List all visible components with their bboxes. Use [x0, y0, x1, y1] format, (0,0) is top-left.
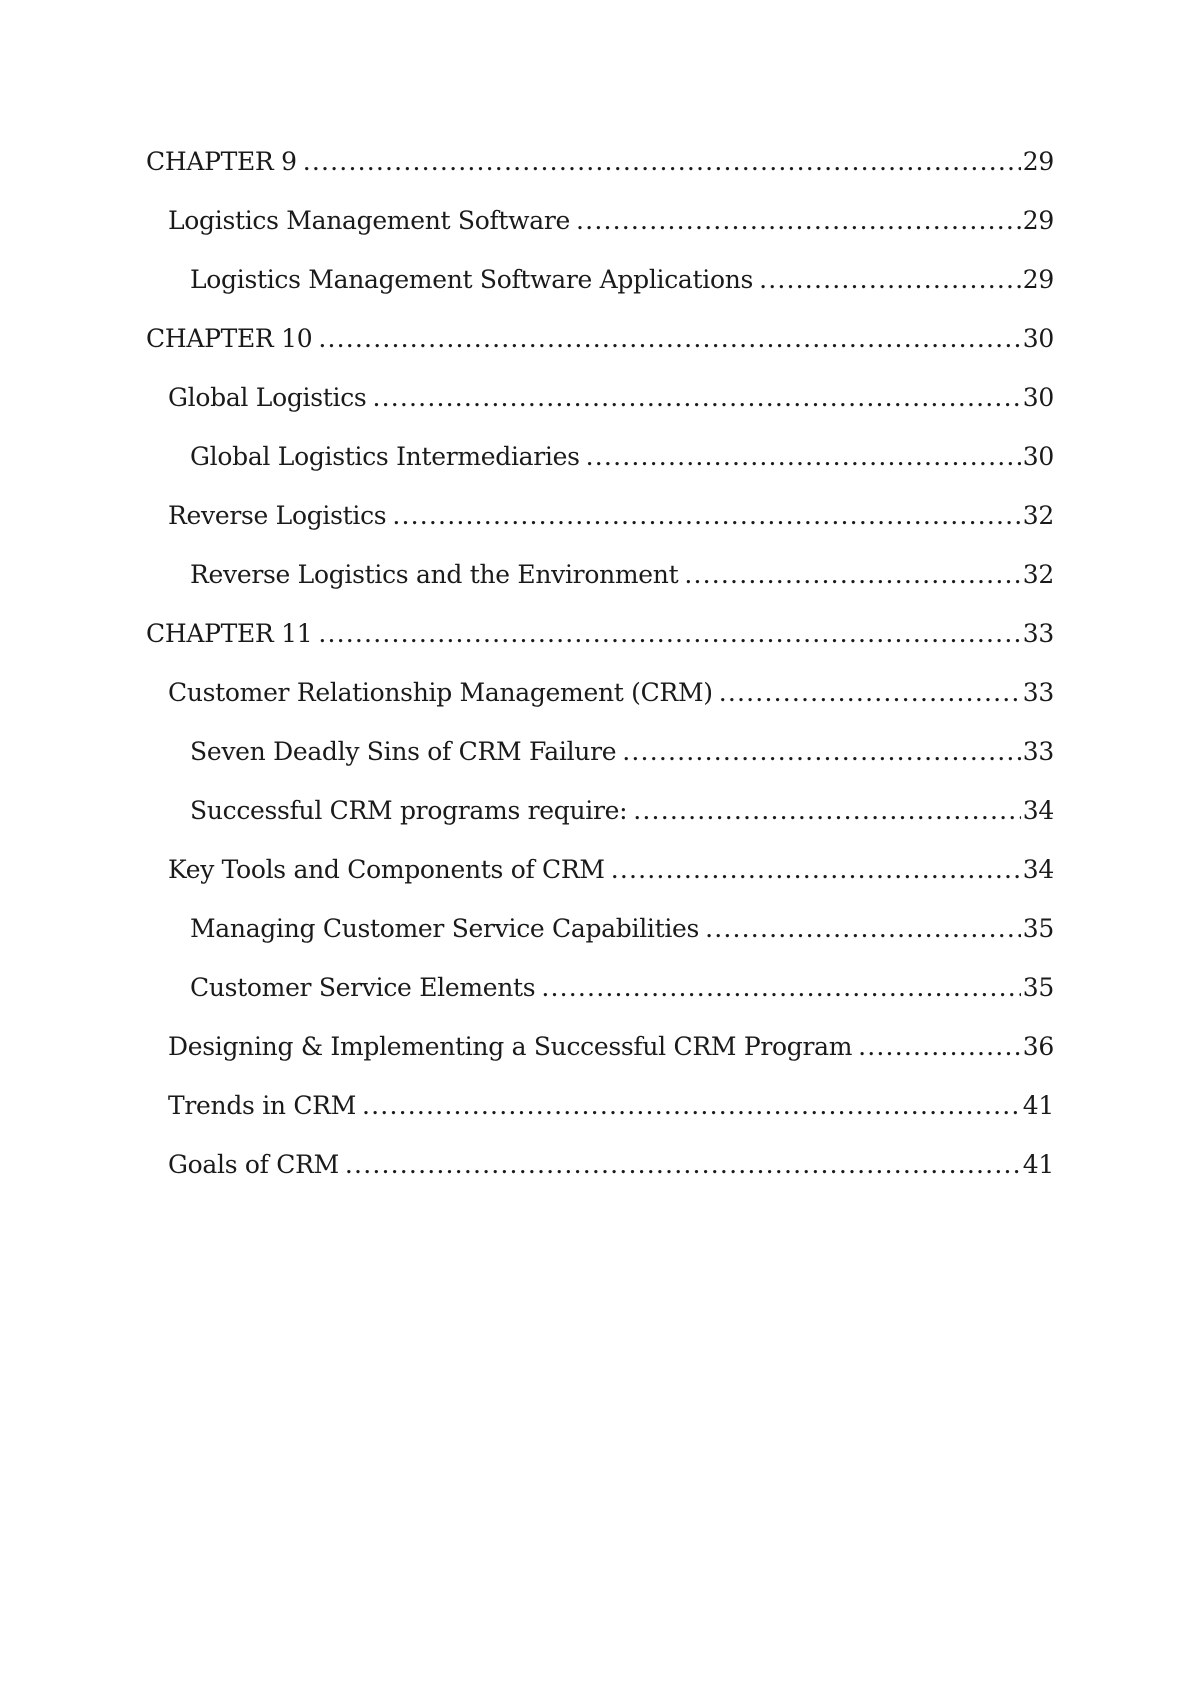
toc-entry-page-number: 35 [1022, 914, 1054, 943]
toc-entry-label: Global Logistics Intermediaries [190, 442, 580, 471]
toc-entry[interactable] [146, 494, 1054, 553]
toc-entry-label: CHAPTER 11 [146, 619, 313, 648]
toc-entry[interactable] [146, 553, 1054, 612]
toc-dot-leader [719, 671, 1021, 715]
toc-entry-page-number: 30 [1022, 324, 1054, 353]
toc-entry-page-number: 29 [1022, 206, 1054, 235]
toc-entry-page-number: 30 [1022, 442, 1054, 471]
toc-entry[interactable] [146, 317, 1054, 376]
toc-dot-leader [303, 140, 1021, 184]
toc-entry-page-number: 41 [1022, 1091, 1054, 1120]
toc-entry-page-number: 35 [1022, 973, 1054, 1002]
toc-dot-leader [362, 1084, 1021, 1128]
toc-entry-page-number: 36 [1022, 1032, 1054, 1061]
toc-dot-leader [586, 435, 1021, 479]
toc-dot-leader [541, 966, 1020, 1010]
toc-dot-leader [576, 199, 1021, 243]
toc-dot-leader [858, 1025, 1021, 1069]
toc-dot-leader [684, 553, 1020, 597]
toc-entry-page-number: 32 [1022, 501, 1054, 530]
toc-entry-page-number: 34 [1022, 796, 1054, 825]
toc-entry[interactable] [146, 907, 1054, 966]
toc-entry-label: Goals of CRM [168, 1150, 339, 1179]
toc-dot-leader [345, 1143, 1021, 1187]
toc-entry-page-number: 30 [1022, 383, 1054, 412]
toc-dot-leader [372, 376, 1020, 420]
toc-entry-label: Customer Service Elements [190, 973, 536, 1002]
toc-entry[interactable] [146, 848, 1054, 907]
toc-entry-label: CHAPTER 9 [146, 147, 297, 176]
toc-dot-leader [611, 848, 1021, 892]
toc-dot-leader [759, 258, 1021, 302]
toc-entry[interactable] [146, 789, 1054, 848]
toc-dot-leader [633, 789, 1021, 833]
toc-entry-label: Global Logistics [168, 383, 367, 412]
toc-dot-leader [705, 907, 1021, 951]
toc-entry-label: Managing Customer Service Capabilities [190, 914, 700, 943]
toc-entry-label: Reverse Logistics and the Environment [190, 560, 679, 589]
toc-entry[interactable] [146, 671, 1054, 730]
toc-entry-label: Seven Deadly Sins of CRM Failure [190, 737, 617, 766]
toc-dot-leader [622, 730, 1021, 774]
toc-entry-label: Trends in CRM [168, 1091, 356, 1120]
table-of-contents [146, 140, 1054, 1202]
toc-entry-label: Customer Relationship Management (CRM) [168, 678, 713, 707]
toc-entry-label: Successful CRM programs require: [190, 796, 628, 825]
toc-entry-page-number: 34 [1022, 855, 1054, 884]
toc-entry-page-number: 33 [1022, 619, 1054, 648]
toc-entry-page-number: 29 [1022, 265, 1054, 294]
toc-entry[interactable] [146, 966, 1054, 1025]
toc-entry-label: CHAPTER 10 [146, 324, 313, 353]
toc-entry[interactable] [146, 376, 1054, 435]
toc-entry-page-number: 29 [1022, 147, 1054, 176]
toc-entry-label: Logistics Management Software [168, 206, 571, 235]
toc-entry-page-number: 41 [1022, 1150, 1054, 1179]
toc-entry-page-number: 32 [1022, 560, 1054, 589]
toc-entry[interactable] [146, 1084, 1054, 1143]
toc-entry[interactable] [146, 612, 1054, 671]
toc-dot-leader [318, 317, 1020, 361]
toc-entry[interactable] [146, 1025, 1054, 1084]
toc-entry-page-number: 33 [1022, 737, 1054, 766]
toc-entry-label: Key Tools and Components of CRM [168, 855, 605, 884]
toc-entry-label: Designing & Implementing a Successful CRM Program [168, 1032, 853, 1061]
toc-entry[interactable] [146, 199, 1054, 258]
toc-entry-label: Reverse Logistics [168, 501, 387, 530]
toc-entry-label: Logistics Management Software Applications [190, 265, 754, 294]
toc-entry[interactable] [146, 1143, 1054, 1202]
toc-entry[interactable] [146, 258, 1054, 317]
toc-entry[interactable] [146, 435, 1054, 494]
toc-entry[interactable] [146, 140, 1054, 199]
toc-entry[interactable] [146, 730, 1054, 789]
toc-dot-leader [392, 494, 1020, 538]
toc-dot-leader [318, 612, 1020, 656]
toc-entry-page-number: 33 [1022, 678, 1054, 707]
